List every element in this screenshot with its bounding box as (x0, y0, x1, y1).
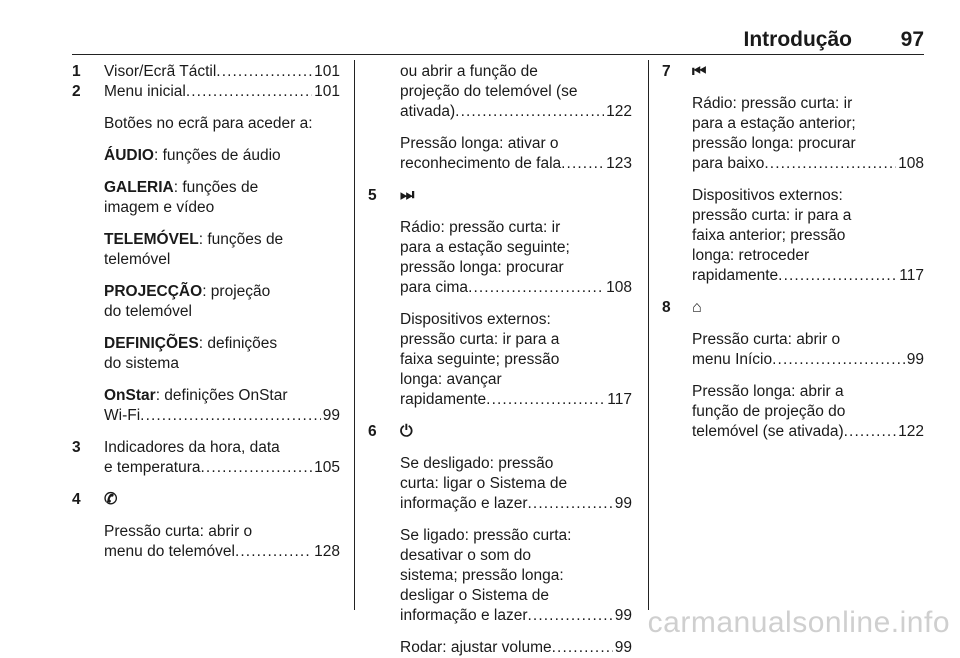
text: Pressão curta: abrir o (104, 523, 253, 540)
paragraph: Botões no ecrã para aceder a: (104, 115, 313, 132)
item-number: 3 (72, 439, 81, 456)
list-item (72, 438, 340, 478)
leader-dots (235, 542, 312, 562)
column-2 (368, 62, 632, 658)
list-item (72, 62, 340, 82)
leader-dots (528, 494, 613, 514)
text: : funções de áudio (153, 147, 281, 164)
leader-dots (764, 154, 896, 174)
button-name: TELEMÓVEL (104, 231, 199, 248)
leader-dots (772, 350, 905, 370)
text: faixa anterior; pressão (692, 227, 846, 244)
text: ou abrir a função de (400, 63, 538, 80)
list-item (662, 62, 924, 82)
text: função de projeção do (692, 403, 846, 420)
leader-dots (201, 458, 313, 478)
text: longa: retroceder (692, 247, 810, 264)
text: Pressão longa: abrir a (692, 383, 844, 400)
leader-dots (778, 266, 897, 286)
page-ref[interactable]: 99 (906, 351, 924, 368)
page-ref[interactable]: 105 (314, 459, 340, 476)
page-ref[interactable]: 117 (899, 267, 924, 284)
page-ref[interactable]: 108 (898, 155, 924, 172)
text: Indicadores da hora, data (104, 439, 280, 456)
text: ativada) (400, 103, 456, 120)
page-header (72, 26, 924, 54)
paragraph (72, 406, 340, 426)
page-ref[interactable]: 99 (614, 639, 632, 656)
home-icon: ⌂ (692, 299, 702, 316)
text: reconhecimento de fala (400, 155, 562, 172)
text: : definições OnStar (155, 387, 288, 404)
text: Rádio: pressão curta: ir (692, 95, 853, 112)
text: pressão curta: ir para a (692, 207, 852, 224)
skip-forward-icon: ⏭ (400, 187, 415, 204)
section-title: Introdução (743, 28, 852, 51)
item-number: 4 (72, 491, 81, 508)
column-divider-2 (648, 60, 649, 610)
text: Se ligado: pressão curta: (400, 527, 572, 544)
text: Rádio: pressão curta: ir (400, 219, 561, 236)
text: imagem e vídeo (104, 199, 215, 216)
button-name: GALERIA (104, 179, 174, 196)
item-text: Visor/Ecrã Táctil (104, 63, 217, 80)
text: para cima (400, 279, 469, 296)
page-ref[interactable]: 108 (606, 279, 632, 296)
paragraph (368, 390, 632, 410)
list-item (72, 490, 340, 510)
text: Pressão curta: abrir o (692, 331, 841, 348)
item-text: Menu inicial (104, 83, 186, 100)
paragraph (72, 386, 340, 406)
text: Se desligado: pressão (400, 455, 554, 472)
item-number: 8 (662, 299, 671, 316)
leader-dots (216, 62, 312, 82)
text: Wi-Fi (104, 407, 141, 424)
leader-dots (552, 638, 613, 658)
button-name: PROJECÇÃO (104, 283, 203, 300)
text: : funções de (173, 179, 259, 196)
paragraph (72, 230, 340, 270)
text: para a estação seguinte; (400, 239, 570, 256)
page-ref[interactable]: 123 (606, 155, 632, 172)
text: do telemóvel (104, 303, 192, 320)
text: Dispositivos externos: (692, 187, 843, 204)
text: rapidamente (400, 391, 487, 408)
leader-dots (844, 422, 897, 442)
text: Dispositivos externos: (400, 311, 551, 328)
text: Rodar: ajustar volume (400, 639, 552, 656)
text: pressão longa: procurar (692, 135, 856, 152)
column-divider-1 (354, 60, 355, 610)
text: e temperatura (104, 459, 201, 476)
text: longa: avançar (400, 371, 502, 388)
text: Pressão longa: ativar o (400, 135, 559, 152)
paragraph (72, 334, 340, 374)
text: para a estação anterior; (692, 115, 856, 132)
paragraph (368, 154, 632, 174)
text: faixa seguinte; pressão (400, 351, 560, 368)
text: do sistema (104, 355, 179, 372)
paragraph (368, 278, 632, 298)
page-ref[interactable]: 99 (614, 495, 632, 512)
button-name: OnStar (104, 387, 156, 404)
header-rule (72, 54, 924, 55)
button-name: ÁUDIO (104, 147, 154, 164)
leader-dots (528, 606, 613, 626)
paragraph (662, 154, 924, 174)
leader-dots (455, 102, 604, 122)
leader-dots (140, 406, 321, 426)
phone-icon: ✆ (104, 491, 118, 508)
page-ref[interactable]: 122 (606, 103, 632, 120)
page-ref[interactable]: 99 (322, 407, 340, 424)
text: telemóvel (104, 251, 171, 268)
text: rapidamente (692, 267, 779, 284)
paragraph (368, 102, 632, 122)
leader-dots (561, 154, 604, 174)
text: : projeção (202, 283, 271, 300)
list-item (662, 298, 924, 318)
page-ref[interactable]: 122 (898, 423, 924, 440)
item-number: 6 (368, 423, 377, 440)
item-number: 1 (72, 63, 81, 80)
paragraph (72, 542, 340, 562)
text: pressão longa: procurar (400, 259, 564, 276)
text: informação e lazer (400, 495, 528, 512)
column-3 (662, 62, 924, 442)
text: desligar o Sistema de (400, 587, 550, 604)
page-ref[interactable]: 101 (314, 63, 340, 80)
skip-back-icon: ⏮ (692, 63, 707, 80)
text: : definições (198, 335, 278, 352)
paragraph (72, 282, 340, 322)
list-item (368, 422, 632, 442)
page-ref[interactable]: 128 (314, 543, 340, 560)
watermark: carmanualsonline.info (647, 606, 950, 639)
item-number: 7 (662, 63, 671, 80)
text: projeção do telemóvel (se (400, 83, 578, 100)
list-item (72, 82, 340, 102)
button-name: DEFINIÇÕES (104, 335, 199, 352)
page-number: 97 (900, 28, 924, 51)
text: menu do telemóvel (104, 543, 235, 560)
text: curta: ligar o Sistema de (400, 475, 568, 492)
text: pressão curta: ir para a (400, 331, 560, 348)
page-ref[interactable]: 117 (607, 391, 632, 408)
paragraph (72, 178, 340, 218)
text: telemóvel (se ativada) (692, 423, 844, 440)
item-number: 2 (72, 83, 81, 100)
paragraph (368, 638, 632, 658)
text: desativar o som do (400, 547, 531, 564)
text: para baixo (692, 155, 765, 172)
text: menu Início (692, 351, 773, 368)
page-ref[interactable]: 101 (314, 83, 340, 100)
item-number: 5 (368, 187, 377, 204)
text: : funções de (198, 231, 284, 248)
text: sistema; pressão longa: (400, 567, 564, 584)
list-item (368, 186, 632, 206)
leader-dots (468, 278, 604, 298)
paragraph (662, 266, 924, 286)
power-icon: ⏻ (400, 423, 413, 440)
text: informação e lazer (400, 607, 528, 624)
paragraph (368, 606, 632, 626)
paragraph (368, 494, 632, 514)
paragraph (72, 146, 340, 166)
page-ref[interactable]: 99 (614, 607, 632, 624)
leader-dots (186, 82, 312, 102)
column-1 (72, 62, 340, 562)
paragraph (662, 350, 924, 370)
leader-dots (486, 390, 605, 410)
paragraph (662, 422, 924, 442)
